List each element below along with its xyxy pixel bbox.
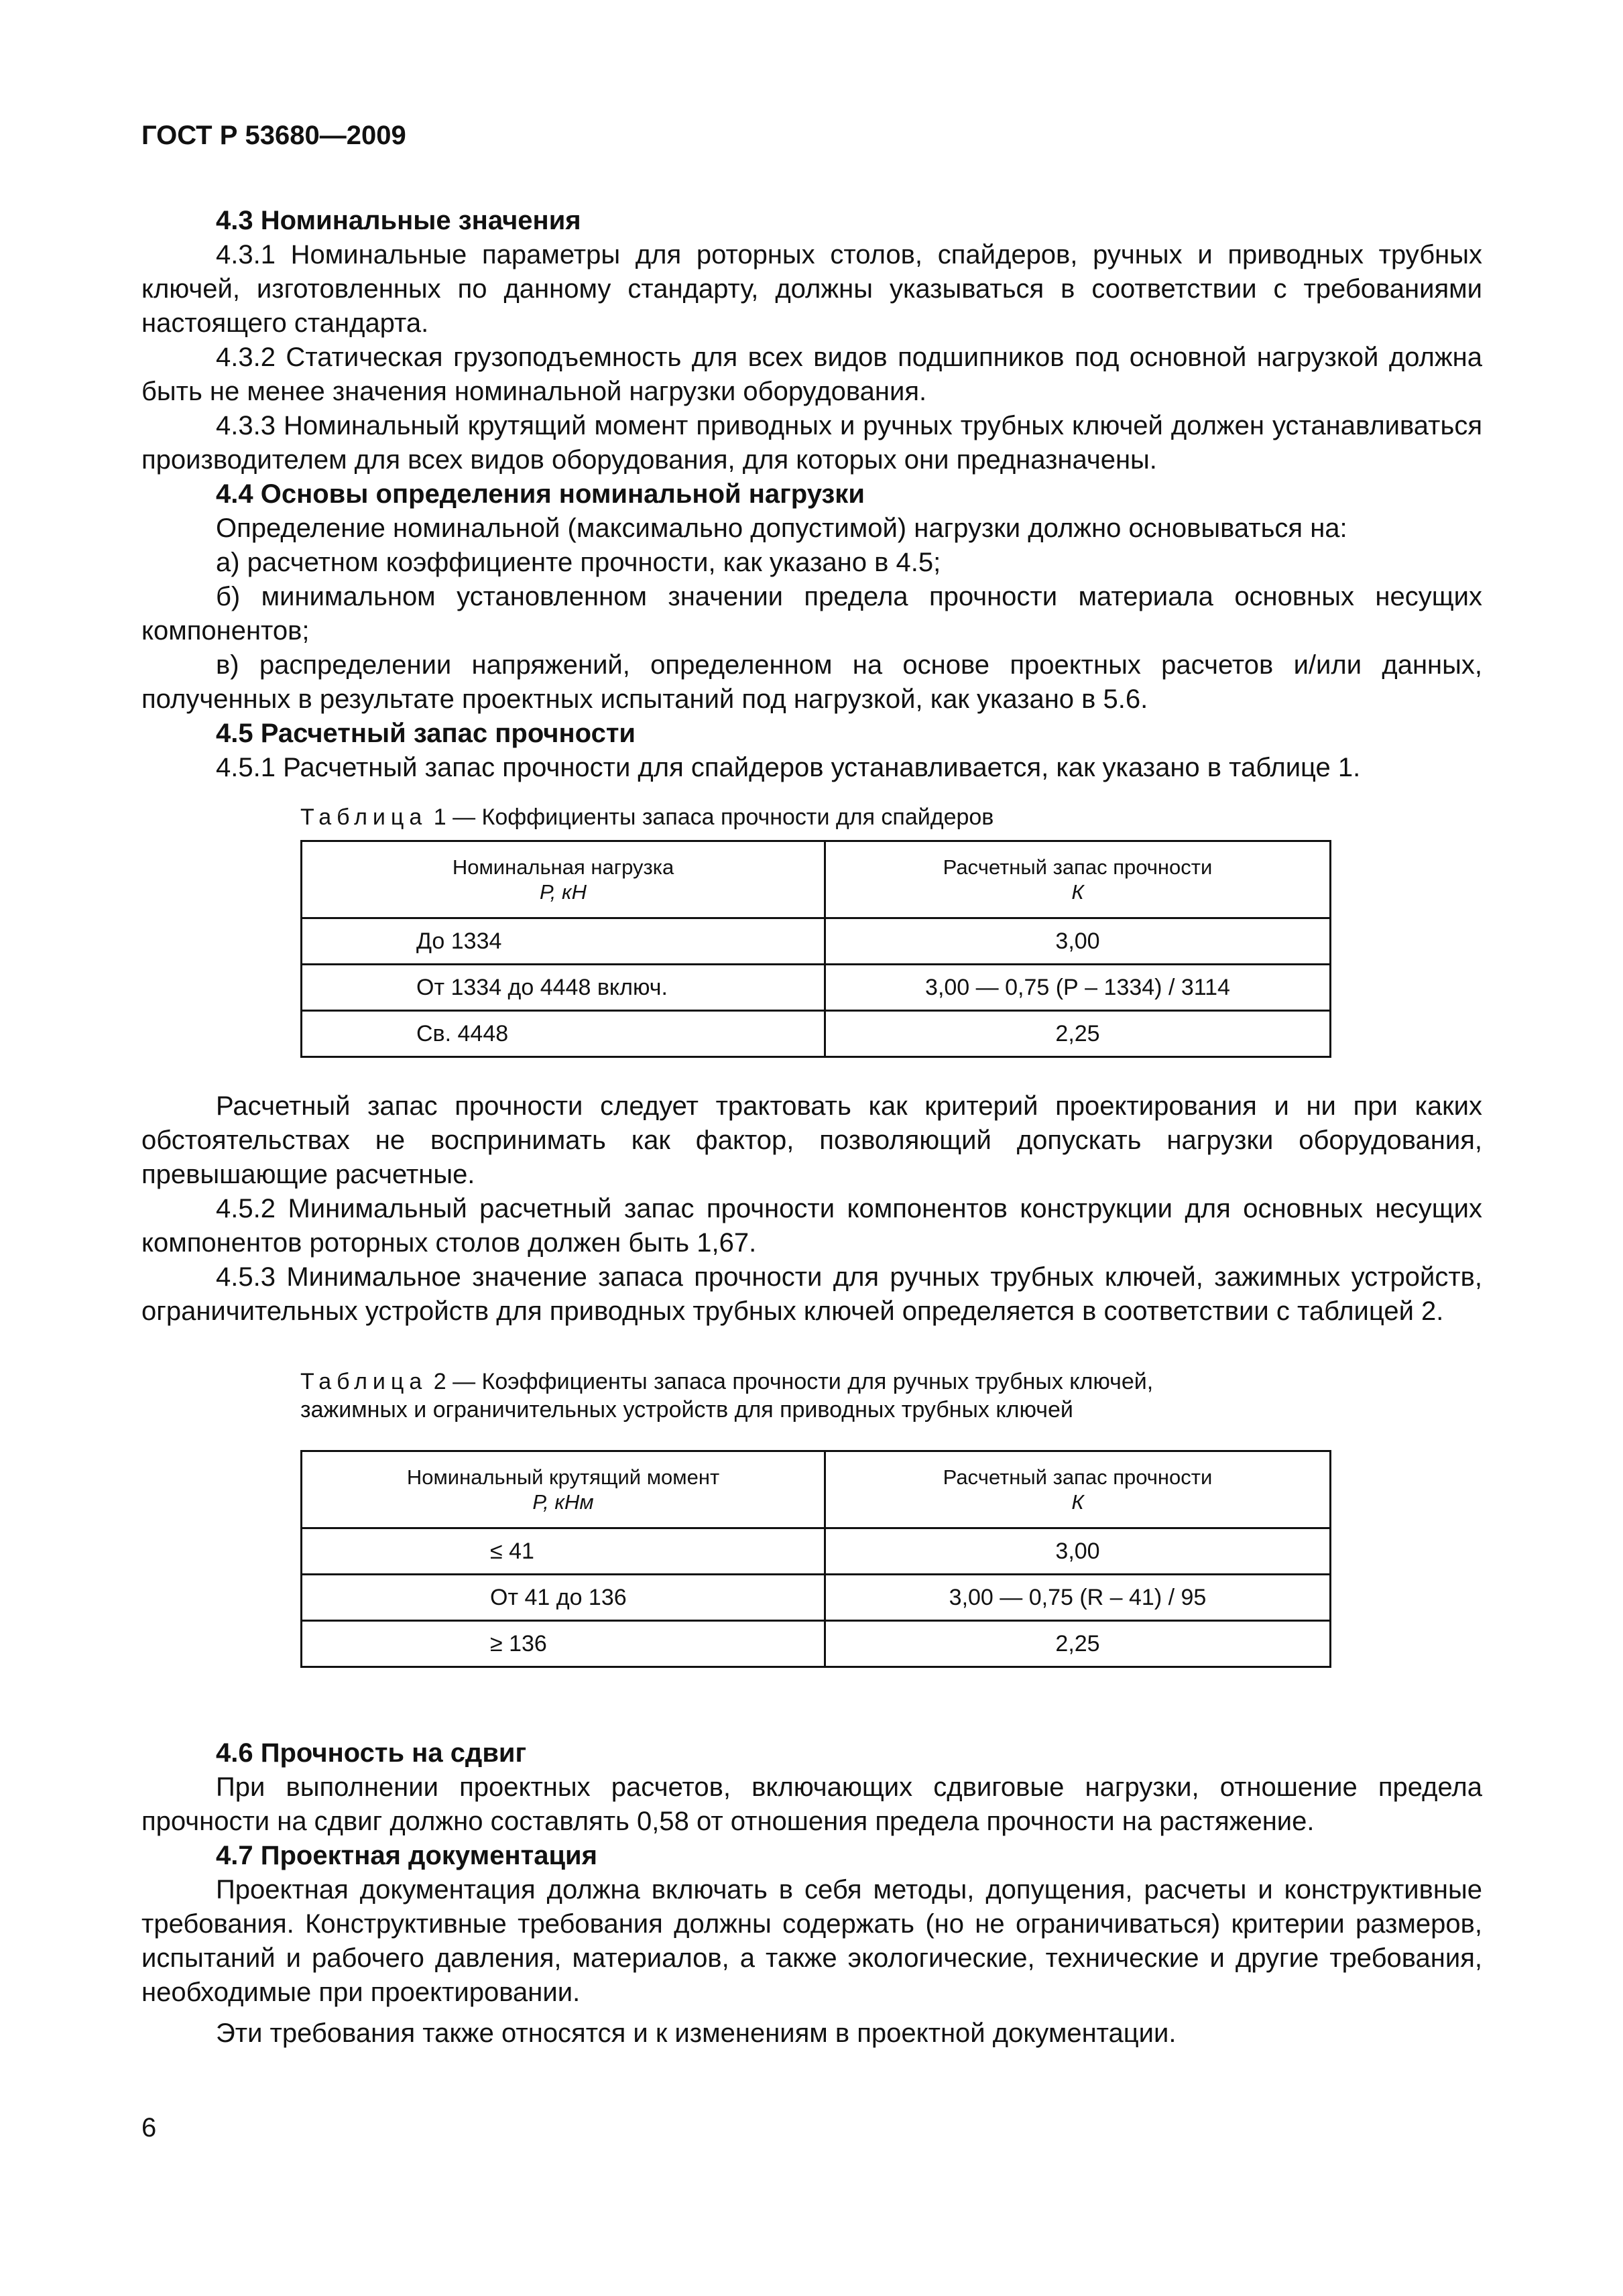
table-2-caption [300, 1368, 1153, 1424]
table-row [302, 965, 1331, 1011]
paragraph-4-7-2: Эти требования также относятся и к изменениям в проектной документации. [216, 2018, 1177, 2048]
paragraph-4-3-3: 4.3.3 Номинальный крутящий момент приводных и ручных трубных ключей должен устанавливаться производителем для всех видов оборудования, для которых они предназначены. [141, 411, 1482, 475]
table-cell: ≤ 41 [302, 1528, 825, 1575]
table-1-label: Таблица [300, 804, 428, 830]
table-1-caption [300, 803, 994, 831]
table-cell: От 1334 до 4448 включ. [302, 965, 825, 1011]
table-cell: До 1334 [302, 918, 825, 965]
table-cell: 3,00 — 0,75 (Р – 1334) / 3114 [825, 965, 1331, 1011]
table-header-cell: Расчетный запас прочности К [825, 841, 1331, 918]
text-block-bottom [141, 1736, 1482, 2051]
table-header-row [302, 841, 1331, 918]
table-cell: 2,25 [825, 1011, 1331, 1057]
document-header: ГОСТ Р 53680—2009 [141, 121, 406, 150]
table-cell: Св. 4448 [302, 1011, 825, 1057]
table-header-cell: Расчетный запас прочности К [825, 1451, 1331, 1528]
paragraph-4-3-2: 4.3.2 Статическая грузоподъемность для всех видов подшипников под основной нагрузкой должна быть не менее значения номинальной нагрузки оборудования. [141, 343, 1482, 406]
table-header-row [302, 1451, 1331, 1528]
list-item-4-4-b: б) минимальном установленном значении предела прочности материала основных несущих компонентов; [141, 582, 1482, 646]
paragraph-4-5-3: 4.5.3 Минимальное значение запаса прочности для ручных трубных ключей, зажимных устройств, ограничительных устройств для приводных трубных ключей определяется в соответствии с таблицей 2. [141, 1262, 1482, 1326]
table-row [302, 918, 1331, 965]
table-2-label: Таблица [300, 1369, 428, 1394]
section-heading-4-3: 4.3 Номинальные значения [216, 206, 581, 235]
paragraph-4-6: При выполнении проектных расчетов, включающих сдвиговые нагрузки, отношение предела прочности на сдвиг должно составлять 0,58 от отношения предела прочности на растяжение. [141, 1772, 1482, 1836]
table-2-caption-line-1: 2 — Коэффициенты запаса прочности для ручных трубных ключей, [427, 1369, 1154, 1394]
text-block-middle [141, 1089, 1482, 1329]
text-block-top [141, 204, 1482, 785]
paragraph-4-5-2: 4.5.2 Минимальный расчетный запас прочности компонентов конструкции для основных несущих компонентов роторных столов должен быть 1,67. [141, 1194, 1482, 1258]
table-row [302, 1621, 1331, 1667]
table-2 [300, 1450, 1331, 1668]
table-2-caption-line-2: зажимных и ограничительных устройств для приводных трубных ключей [300, 1397, 1073, 1423]
table-cell: 3,00 — 0,75 (R – 41) / 95 [825, 1575, 1331, 1621]
paragraph-after-table-1: Расчетный запас прочности следует трактовать как критерий проектирования и ни при каких обстоятельствах не воспринимать как фактор, позволяющий допускать нагрузки оборудования, превышающие расчетные. [141, 1091, 1482, 1189]
table-cell: 3,00 [825, 1528, 1331, 1575]
table-1-caption-text: 1 — Коффициенты запаса прочности для спайдеров [427, 804, 994, 830]
section-heading-4-4: 4.4 Основы определения номинальной нагрузки [216, 479, 865, 509]
section-heading-4-6: 4.6 Прочность на сдвиг [216, 1738, 527, 1768]
table-row [302, 1575, 1331, 1621]
list-item-4-4-a: а) расчетном коэффициенте прочности, как указано в 4.5; [216, 548, 941, 577]
table-cell: 3,00 [825, 918, 1331, 965]
table-cell: От 41 до 136 [302, 1575, 825, 1621]
table-header-cell: Номинальная нагрузка Р, кН [302, 841, 825, 918]
list-item-4-4-c: в) распределении напряжений, определенном на основе проектных расчетов и/или данных, полученных в результате проектных испытаний под нагрузкой, как указано в 5.6. [141, 650, 1482, 714]
table-cell: 2,25 [825, 1621, 1331, 1667]
section-heading-4-5: 4.5 Расчетный запас прочности [216, 719, 636, 748]
paragraph-4-5-1: 4.5.1 Расчетный запас прочности для спайдеров устанавливается, как указано в таблице 1. [216, 753, 1361, 782]
paragraph-4-7-1: Проектная документация должна включать в себя методы, допущения, расчеты и конструктивные требования. Конструктивные требования должны содержать (но не ограничиваться) критерии размеров, испытаний и рабочего давления, материалов, а также экологические, технические и другие требования, необходимые при проектировании. [141, 1875, 1482, 2007]
paragraph-4-4-intro: Определение номинальной (максимально допустимой) нагрузки должно основываться на: [216, 513, 1347, 543]
paragraph-4-3-1: 4.3.1 Номинальные параметры для роторных столов, спайдеров, ручных и приводных трубных ключей, изготовленных по данному стандарту, должны указываться в соответствии с требованиями настоящего стандарта. [141, 240, 1482, 338]
table-header-cell: Номинальный крутящий момент Р, кНм [302, 1451, 825, 1528]
section-heading-4-7: 4.7 Проектная документация [216, 1841, 597, 1870]
page-number: 6 [141, 2113, 157, 2142]
table-row [302, 1011, 1331, 1057]
table-row [302, 1528, 1331, 1575]
table-cell: ≥ 136 [302, 1621, 825, 1667]
table-1 [300, 840, 1331, 1058]
